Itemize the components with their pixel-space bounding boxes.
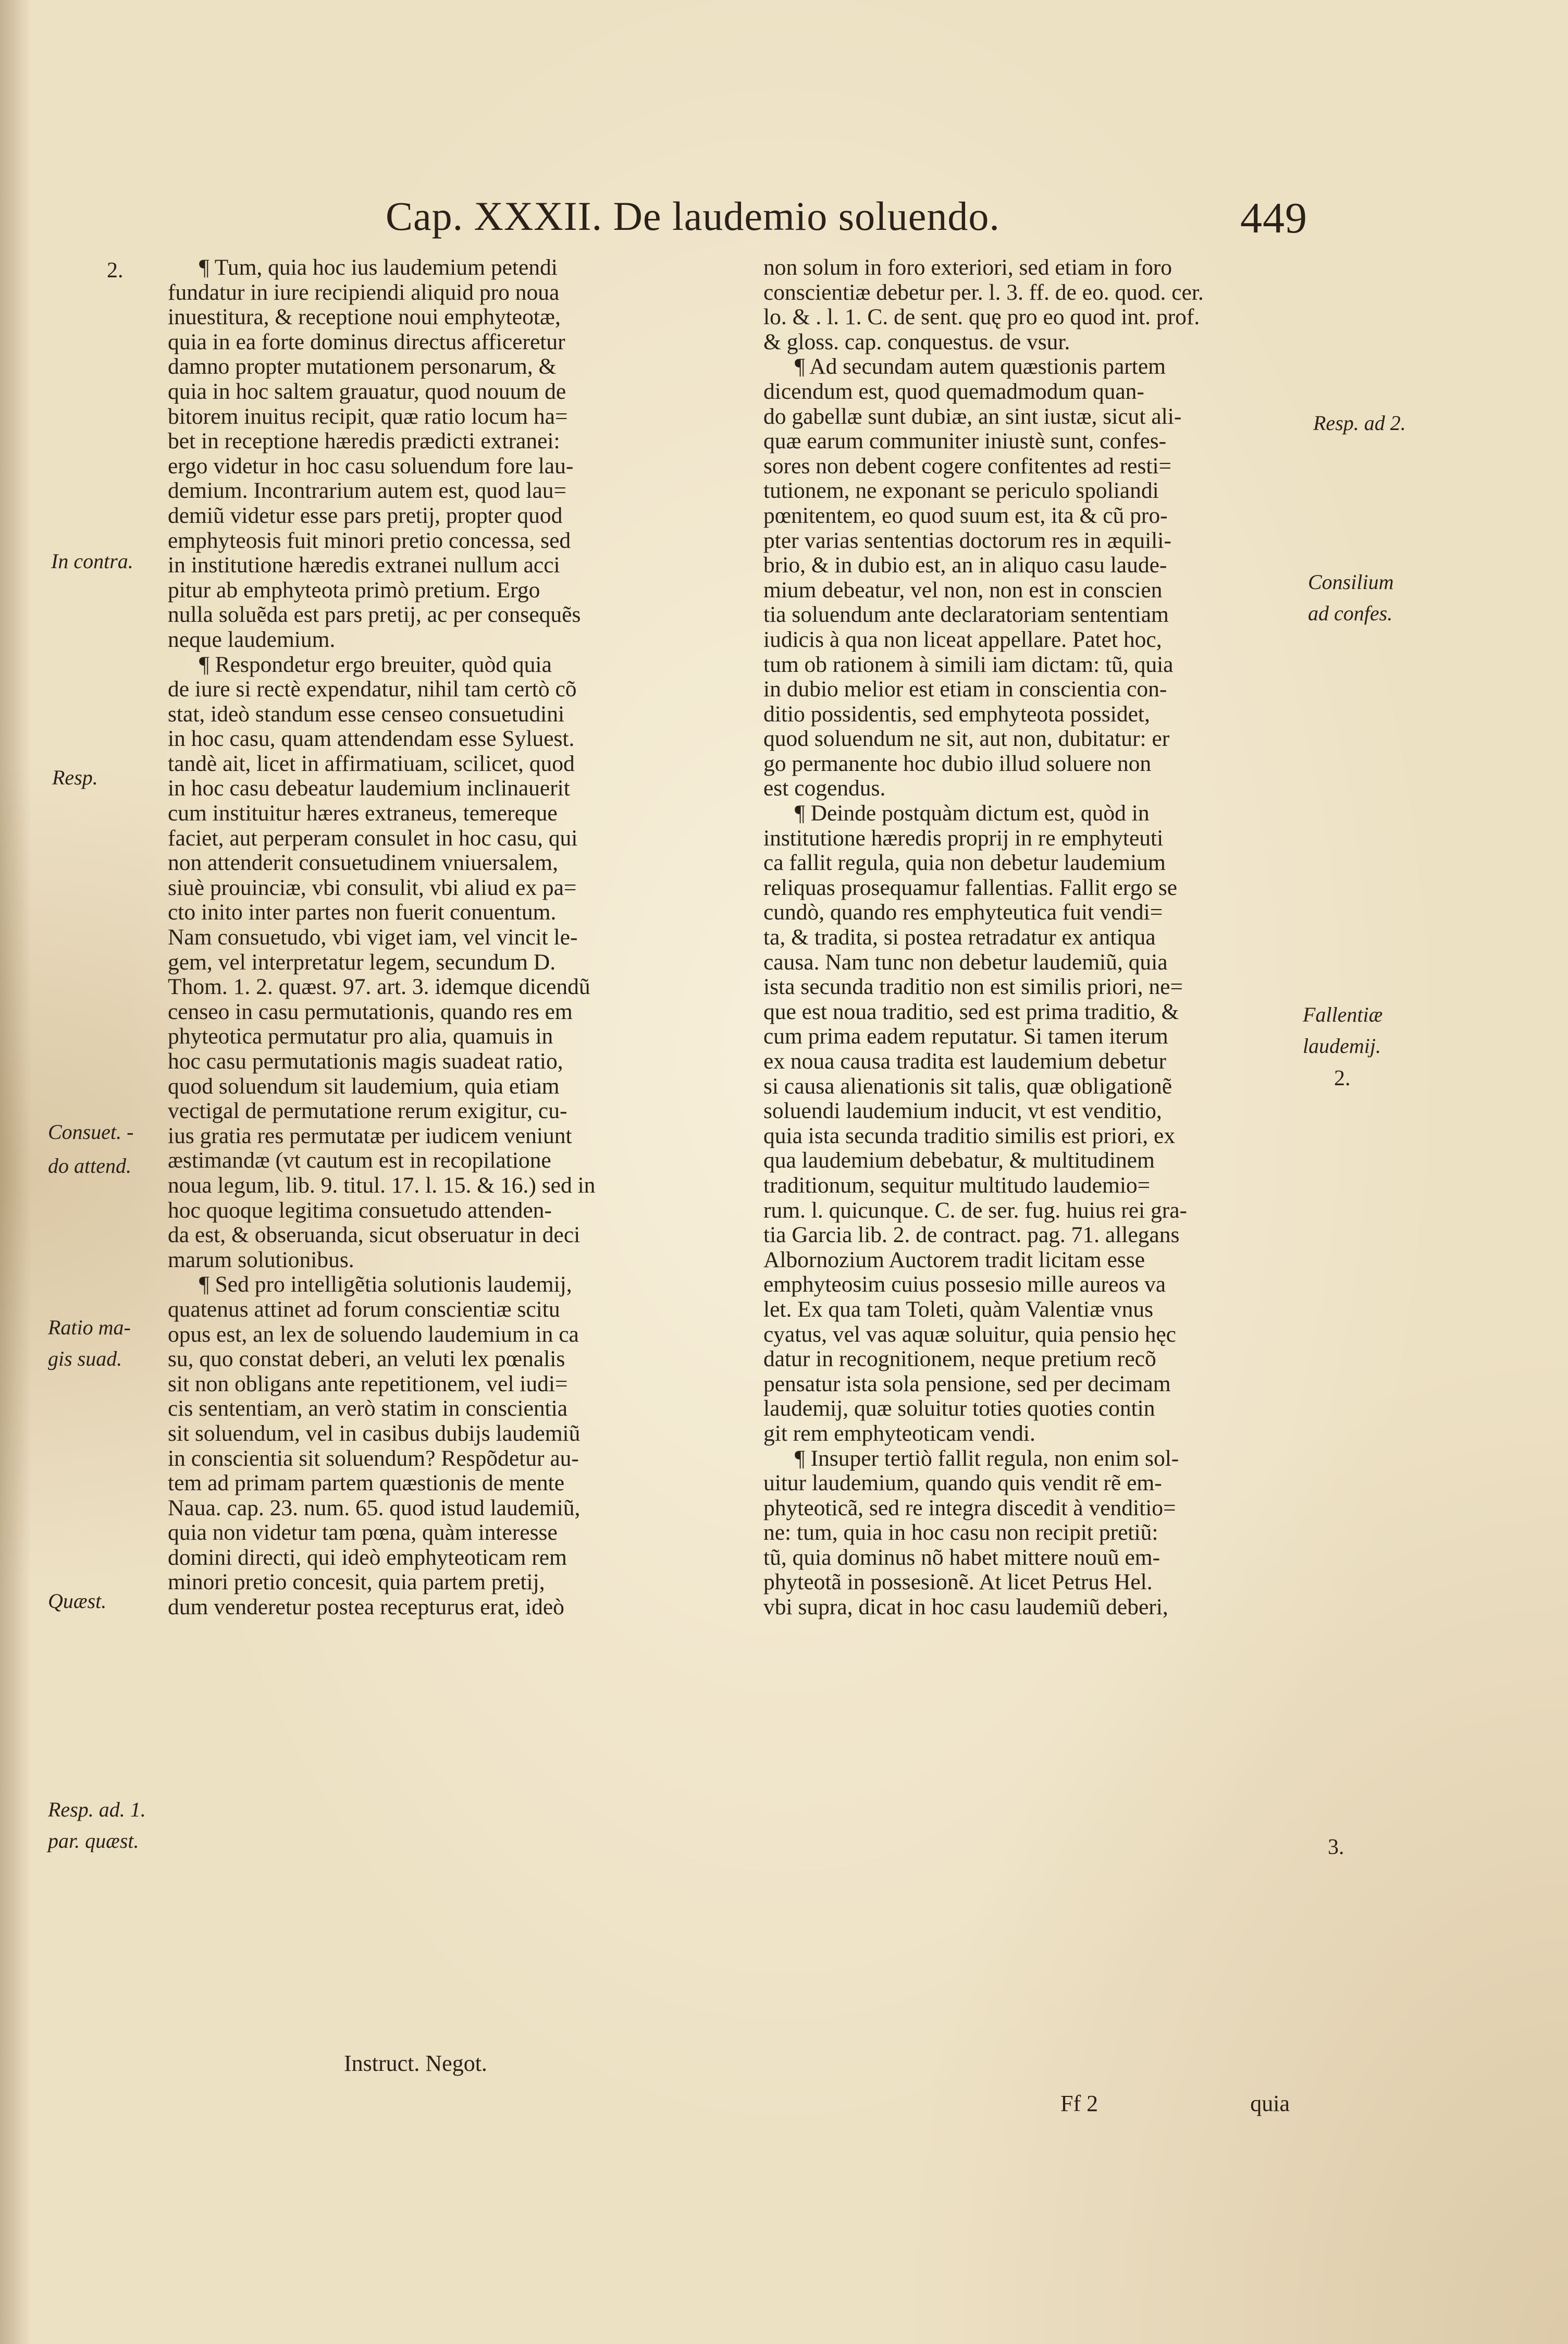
text-line: faciet, aut perperam consulet in hoc casu, qui bbox=[168, 826, 578, 851]
text-line: phyteotica permutatur pro alia, quamuis in bbox=[168, 1024, 553, 1049]
margin-note-consilium-2: ad confes. bbox=[1308, 602, 1393, 625]
text-line: quia ista secunda traditio similis est priori, ex bbox=[763, 1123, 1176, 1148]
text-line: non attenderit consuetudinem vniuersalem, bbox=[168, 851, 558, 876]
left-text-column bbox=[168, 255, 693, 1620]
margin-number: 2. bbox=[107, 259, 124, 283]
text-line: phyteotã in possesionẽ. At licet Petrus Hel. bbox=[763, 1570, 1153, 1595]
text-line: quia in hoc saltem grauatur, quod nouum de bbox=[168, 379, 566, 404]
text-line: gem, vel interpretatur legem, secundum D. bbox=[168, 950, 556, 975]
text-line: siuè prouinciæ, vbi consulit, vbi aliud ex pa= bbox=[168, 875, 577, 900]
chapter-title: Cap. XXXII. De laudemio soluendo. bbox=[386, 193, 1000, 239]
text-line: bitorem inuitus recipit, quæ ratio locum ha= bbox=[168, 404, 568, 429]
text-line: sores non debent cogere confitentes ad resti= bbox=[763, 453, 1172, 478]
text-line: nulla soluẽda est pars pretij, ac per consequẽs bbox=[168, 603, 581, 628]
text-line: Naua. cap. 23. num. 65. quod istud laudemiũ, bbox=[168, 1495, 581, 1520]
text-line: ergo videtur in hoc casu soluendum fore lau- bbox=[168, 453, 574, 478]
margin-note-consuet: Consuet. - bbox=[48, 1120, 134, 1144]
text-line: rum. l. quicunque. C. de ser. fug. huius rei gra- bbox=[763, 1198, 1188, 1223]
text-line: lo. & . l. 1. C. de sent. quę pro eo quod int. prof. bbox=[763, 305, 1200, 330]
text-line: go permanente hoc dubio illud soluere non bbox=[763, 751, 1152, 776]
text-line: emphyteosim cuius possesio mille aureos va bbox=[763, 1272, 1166, 1297]
text-line: opus est, an lex de soluendo laudemium in ca bbox=[168, 1322, 579, 1347]
text-line: let. Ex qua tam Toleti, quàm Valentiæ vnus bbox=[763, 1297, 1154, 1322]
margin-number-3: 3. bbox=[1328, 1835, 1344, 1859]
text-line: inuestitura, & receptione noui emphyteotæ, bbox=[168, 305, 561, 330]
text-line: non solum in foro exteriori, sed etiam in foro bbox=[763, 255, 1172, 280]
text-line: neque laudemium. bbox=[168, 627, 336, 652]
text-line: cum instituitur hæres extraneus, temereque bbox=[168, 801, 558, 826]
page-gutter-shadow bbox=[0, 0, 31, 2344]
footer-signature-row bbox=[763, 2090, 1290, 2121]
text-line: de iure si rectè expendatur, nihil tam certò cõ bbox=[168, 677, 577, 702]
text-line: fundatur in iure recipiendi aliquid pro noua bbox=[168, 280, 560, 305]
margin-note-ratio-2: gis suad. bbox=[48, 1347, 122, 1370]
text-line: brio, & in dubio est, an in aliquo casu laude- bbox=[763, 553, 1167, 578]
text-line: datur in recognitionem, neque pretium recõ bbox=[763, 1347, 1156, 1372]
text-line: institutione hæredis proprij in re emphyteuti bbox=[763, 826, 1164, 851]
text-line: in conscientia sit soluendum? Respõdetur au- bbox=[168, 1446, 579, 1471]
text-line: tutionem, ne exponant se periculo spoliandi bbox=[763, 478, 1159, 504]
text-line: cyatus, vel vas aquæ soluitur, quia pensio hęc bbox=[763, 1322, 1176, 1347]
text-line: dicendum est, quod quemadmodum quan- bbox=[763, 379, 1144, 404]
text-line: æstimandæ (vt cautum est in recopilatione bbox=[168, 1148, 551, 1173]
text-line: que est noua traditio, sed est prima traditio, & bbox=[763, 999, 1179, 1024]
text-line: vectigal de permutatione rerum exigitur, cu- bbox=[168, 1099, 567, 1124]
text-line: marum solutionibus. bbox=[168, 1247, 354, 1272]
text-line: do gabellæ sunt dubiæ, an sint iustæ, sicut ali- bbox=[763, 404, 1182, 429]
text-line: bet in receptione hæredis prædicti extranei: bbox=[168, 429, 560, 454]
text-line: sit non obligans ante repetitionem, vel iudi= bbox=[168, 1371, 568, 1396]
text-line: quod soluendum sit laudemium, quia etiam bbox=[168, 1074, 560, 1099]
text-line: sit soluendum, vel in casibus dubijs laudemiũ bbox=[168, 1421, 581, 1446]
text-line: in hoc casu debeatur laudemium inclinauerit bbox=[168, 776, 570, 801]
text-line: cum prima eadem reputatur. Si tamen iterum bbox=[763, 1024, 1168, 1049]
text-line: ex noua causa tradita est laudemium debetur bbox=[763, 1049, 1167, 1074]
text-line: tia soluendum ante declaratoriam sententiam bbox=[763, 603, 1169, 628]
margin-note-resp-ad-1: Resp. ad. 1. bbox=[48, 1798, 146, 1821]
text-line: minori pretio concesit, quia partem pretij, bbox=[168, 1570, 545, 1595]
text-line: quatenus attinet ad forum conscientiæ scitu bbox=[168, 1297, 560, 1322]
text-line: ¶ Respondetur ergo breuiter, quòd quia bbox=[199, 652, 552, 677]
text-line: qua laudemium debebatur, & multitudinem bbox=[763, 1148, 1155, 1173]
text-line: phyteoticã, sed re integra discedit à venditio= bbox=[763, 1495, 1176, 1520]
margin-note-consuet-2: do attend. bbox=[48, 1154, 131, 1177]
text-line: tandè ait, licet in affirmatiuam, scilicet, quod bbox=[168, 751, 575, 776]
text-line: reliquas prosequamur fallentias. Fallit ergo se bbox=[763, 875, 1178, 900]
text-line: cto inito inter partes non fuerit conuentum. bbox=[168, 900, 557, 925]
text-line: da est, & obseruanda, sicut obseruatur in deci bbox=[168, 1223, 581, 1248]
margin-note-resp-ad-2: Resp. ad 2. bbox=[1313, 411, 1406, 435]
margin-number-2b: 2. bbox=[1334, 1066, 1351, 1090]
text-line: Albornozium Auctorem tradit licitam esse bbox=[763, 1247, 1145, 1272]
text-line: pter varias sententias doctorum res in æquili- bbox=[763, 528, 1171, 553]
text-line: ¶ Insuper tertiò fallit regula, non enim sol- bbox=[795, 1446, 1179, 1471]
text-line: pensatur ista sola pensione, sed per decimam bbox=[763, 1371, 1171, 1396]
text-line: cis sententiam, an verò statim in conscientia bbox=[168, 1396, 568, 1421]
margin-note-fallentiae: Fallentiæ bbox=[1303, 1003, 1383, 1026]
text-line: pœnitentem, eo quod suum est, ita & cũ pro- bbox=[763, 503, 1168, 528]
text-line: domini directi, qui ideò emphyteoticam rem bbox=[168, 1545, 567, 1570]
text-line: demium. Incontrarium autem est, quod lau= bbox=[168, 478, 567, 504]
text-line: conscientiæ debetur per. l. 3. ff. de eo. quod. cer. bbox=[763, 280, 1204, 305]
text-line: quia in ea forte dominus directus afficeretur bbox=[168, 329, 565, 354]
text-line: stat, ideò standum esse censeo consuetudini bbox=[168, 702, 565, 727]
text-line: tum ob rationem à simili iam dictam: tũ, quia bbox=[763, 652, 1174, 677]
text-line: ne: tum, quia in hoc casu non recipit pretiũ: bbox=[763, 1520, 1158, 1545]
text-line: iudicis à qua non liceat appellare. Patet hoc, bbox=[763, 627, 1162, 652]
text-line: pitur ab emphyteota primò pretium. Ergo bbox=[168, 578, 540, 603]
text-line: ista secunda traditio non est similis priori, ne= bbox=[763, 975, 1183, 1000]
text-line: tia Garcia lib. 2. de contract. pag. 71. allegans bbox=[763, 1223, 1180, 1248]
text-line: & gloss. cap. conquestus. de vsur. bbox=[763, 329, 1070, 354]
text-line: emphyteosis fuit minori pretio concessa, sed bbox=[168, 528, 571, 553]
text-line: mium debeatur, vel non, non est in conscien bbox=[763, 578, 1163, 603]
text-line: su, quo constat deberi, an veluti lex pœnalis bbox=[168, 1347, 565, 1372]
text-line: tũ, quia dominus nõ habet mittere nouũ em- bbox=[763, 1545, 1160, 1570]
text-line: uitur laudemium, quando quis vendit rẽ em- bbox=[763, 1471, 1162, 1496]
text-line: damno propter mutationem personarum, & bbox=[168, 354, 557, 379]
margin-note-in-contra: In contra. bbox=[51, 549, 133, 573]
text-line: hoc quoque legitima consuetudo attenden- bbox=[168, 1198, 552, 1223]
margin-note-fallentiae-2: laudemij. bbox=[1303, 1034, 1381, 1058]
text-line: laudemij, quæ soluitur toties quoties contin bbox=[763, 1396, 1155, 1421]
text-line: quod soluendum ne sit, aut non, dubitatur: er bbox=[763, 727, 1170, 752]
text-line: ius gratia res permutatæ per iudicem veniunt bbox=[168, 1123, 572, 1148]
margin-note-consilium: Consilium bbox=[1308, 570, 1394, 594]
text-line: ditio possidentis, sed emphyteota possidet, bbox=[763, 702, 1150, 727]
footer-catchline: Instruct. Negot. bbox=[344, 2051, 487, 2076]
text-line: Nam consuetudo, vbi viget iam, vel vincit le- bbox=[168, 925, 578, 950]
margin-note-resp: Resp. bbox=[52, 766, 98, 789]
text-line: ¶ Ad secundam autem quæstionis partem bbox=[795, 354, 1166, 379]
text-line: Thom. 1. 2. quæst. 97. art. 3. idemque dicendũ bbox=[168, 975, 590, 1000]
margin-note-ratio: Ratio ma- bbox=[48, 1316, 131, 1339]
text-line: est cogendus. bbox=[763, 776, 886, 801]
margin-note-quaest: Quæst. bbox=[48, 1589, 107, 1613]
text-line: dum venderetur postea recepturus erat, ideò bbox=[168, 1595, 564, 1620]
text-line: hoc casu permutationis magis suadeat ratio, bbox=[168, 1049, 563, 1074]
text-line: quæ earum communiter iniustè sunt, confes- bbox=[763, 429, 1167, 454]
text-line: ¶ Sed pro intelligẽtia solutionis laudemij, bbox=[199, 1272, 572, 1297]
text-line: si causa alienationis sit talis, quæ obligationẽ bbox=[763, 1074, 1172, 1099]
text-line: demiũ videtur esse pars pretij, propter quod bbox=[168, 503, 563, 528]
page-number: 449 bbox=[1240, 194, 1307, 242]
text-line: in hoc casu, quam attendendam esse Syluest. bbox=[168, 727, 575, 752]
signature-mark: Ff 2 bbox=[1060, 2091, 1098, 2116]
text-line: in institutione hæredis extranei nullum acci bbox=[168, 553, 560, 578]
text-line: tem ad primam partem quæstionis de mente bbox=[168, 1471, 565, 1496]
text-line: cundò, quando res emphyteutica fuit vendi= bbox=[763, 900, 1163, 925]
text-line: noua legum, lib. 9. titul. 17. l. 15. & 16.) sed in bbox=[168, 1173, 596, 1198]
text-line: traditionum, sequitur multitudo laudemio= bbox=[763, 1173, 1151, 1198]
text-line: ta, & tradita, si postea retradatur ex antiqua bbox=[763, 925, 1156, 950]
text-line: vbi supra, dicat in hoc casu laudemiũ deberi, bbox=[763, 1595, 1168, 1620]
text-line: censeo in casu permutationis, quando res em bbox=[168, 999, 573, 1024]
text-line: ca fallit regula, quia non debetur laudemium bbox=[763, 851, 1166, 876]
text-line: causa. Nam tunc non debetur laudemiũ, quia bbox=[763, 950, 1168, 975]
text-line: ¶ Tum, quia hoc ius laudemium petendi bbox=[199, 255, 558, 280]
margin-note-resp-ad-1-2: par. quæst. bbox=[48, 1829, 139, 1852]
text-line: soluendi laudemium inducit, vt est venditio, bbox=[763, 1099, 1162, 1124]
text-line: quia non videtur tam pœna, quàm interesse bbox=[168, 1520, 558, 1545]
catchword: quia bbox=[1250, 2091, 1290, 2116]
text-line: git rem emphyteoticam vendi. bbox=[763, 1421, 1035, 1446]
running-header bbox=[386, 193, 1344, 250]
text-line: in dubio melior est etiam in conscientia con- bbox=[763, 677, 1167, 702]
text-line: ¶ Deinde postquàm dictum est, quòd in bbox=[795, 801, 1150, 826]
right-text-column bbox=[763, 255, 1290, 1620]
